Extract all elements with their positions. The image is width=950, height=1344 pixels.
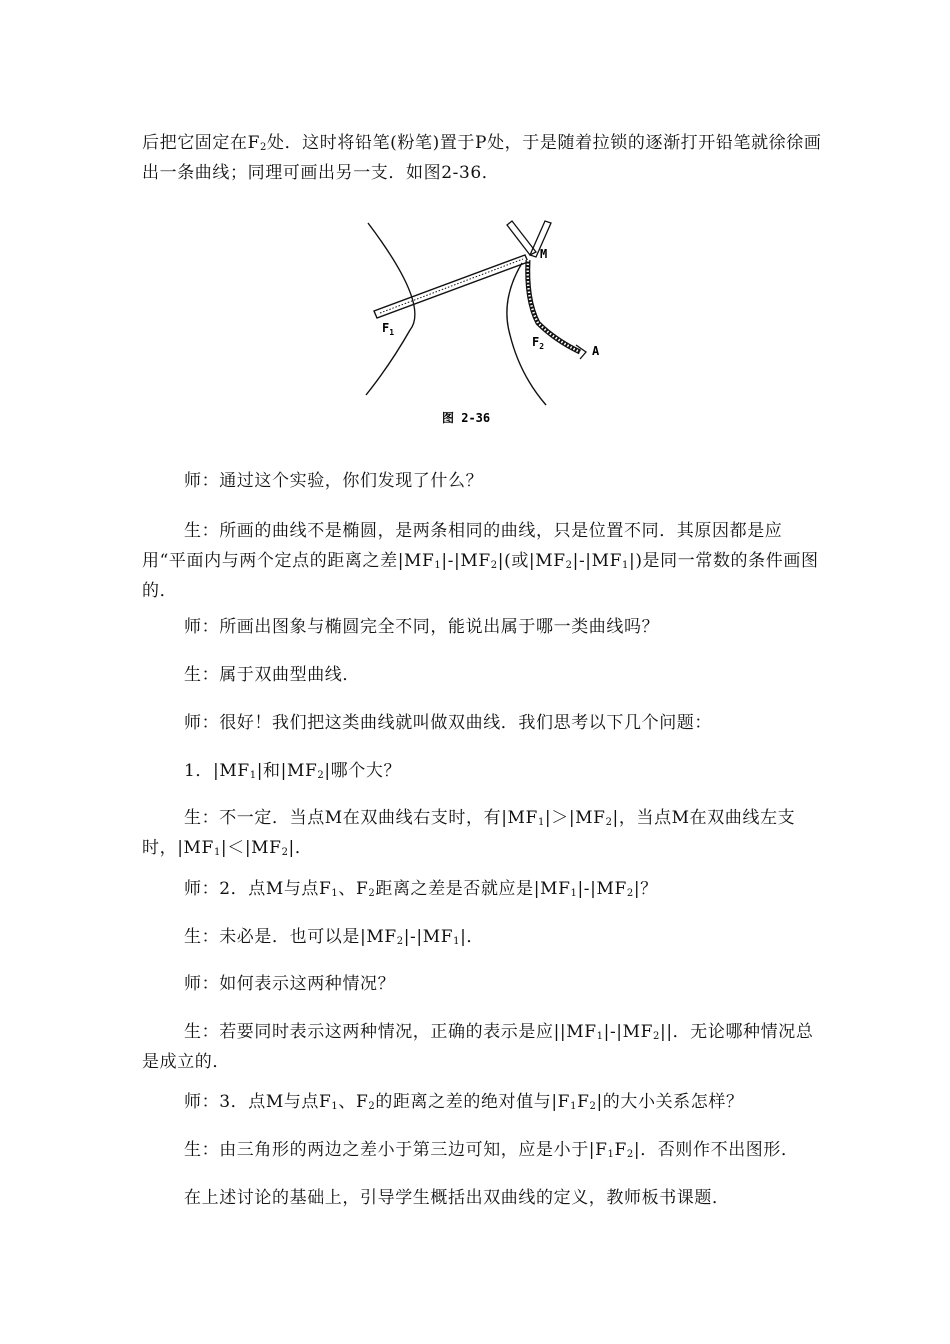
paragraph-question-1: 1．$|MF_1|$和$|MF_2|$哪个大？: [184, 761, 402, 781]
paragraph-student-6: 生：由三角形的两边之差小于第三边可知，应是小于$|F_1F_2|$．否则作不出图形．: [184, 1140, 799, 1160]
paragraph-teacher-6: 师：3．点M与点$F_1$、$F_2$的距离之差的绝对值与$|F_1F_2|$的大小关系怎样？: [184, 1092, 744, 1112]
paragraph-student-5: 生：若要同时表示这两种情况，正确的表示是应$||MF_1|-|MF_2||$．无论哪种情况总是成立的．: [142, 1022, 814, 1072]
paragraph-teacher-3: 师：很好！我们把这类曲线就叫做双曲线．我们思考以下几个问题：: [184, 713, 712, 733]
label-a: A: [592, 344, 600, 358]
figure-caption: 图 2-36: [442, 411, 491, 425]
paragraph-student-1: 生：所画的曲线不是椭圆，是两条相同的曲线，只是位置不同．其原因都是应用“平面内与两个定点的距离之差$|MF_1|-|MF_2|$(或$|MF_2|-|MF_1|$)是同一常数的条件画图的．: [142, 521, 819, 601]
paragraph-teacher-4: 师：2．点M与点$F_1$、$F_2$距离之差是否就应是$|MF_1|-|MF_2|$？: [184, 879, 658, 899]
paragraph-teacher-2: 师：所画出图象与椭圆完全不同，能说出属于哪一类曲线吗？: [184, 617, 660, 637]
paragraph-teacher-1: 师：通过这个实验，你们发现了什么？: [184, 471, 484, 491]
label-f2: $F_2$: [532, 335, 545, 351]
label-m: M: [540, 247, 548, 261]
paragraph-intro: 后把它固定在$F_2$处．这时将铅笔(粉笔)置于P处，于是随着拉锁的逐渐打开铅笔就徐徐画出一条曲线；同理可画出另一支．如图2-36．: [142, 133, 822, 183]
paragraph-student-3: 生：不一定．当点M在双曲线右支时，有$|MF_1|>|MF_2|$，当点M在双曲线左支时，$|MF_1|<|MF_2|$．: [142, 808, 796, 858]
paragraph-student-4: 生：未必是．也可以是$|MF_2|-|MF_1|$．: [184, 927, 485, 947]
hyperbola-zipper-diagram: [360, 205, 620, 435]
paragraph-summary: 在上述讨论的基础上，引导学生概括出双曲线的定义，教师板书课题．: [184, 1188, 730, 1208]
paragraph-student-2: 生：属于双曲型曲线．: [184, 665, 360, 685]
figure-2-36: [360, 205, 620, 435]
zipper-strip-f1m: [374, 255, 528, 318]
label-f1: $F_1$: [382, 321, 395, 337]
paragraph-teacher-5: 师：如何表示这两种情况？: [184, 974, 396, 994]
